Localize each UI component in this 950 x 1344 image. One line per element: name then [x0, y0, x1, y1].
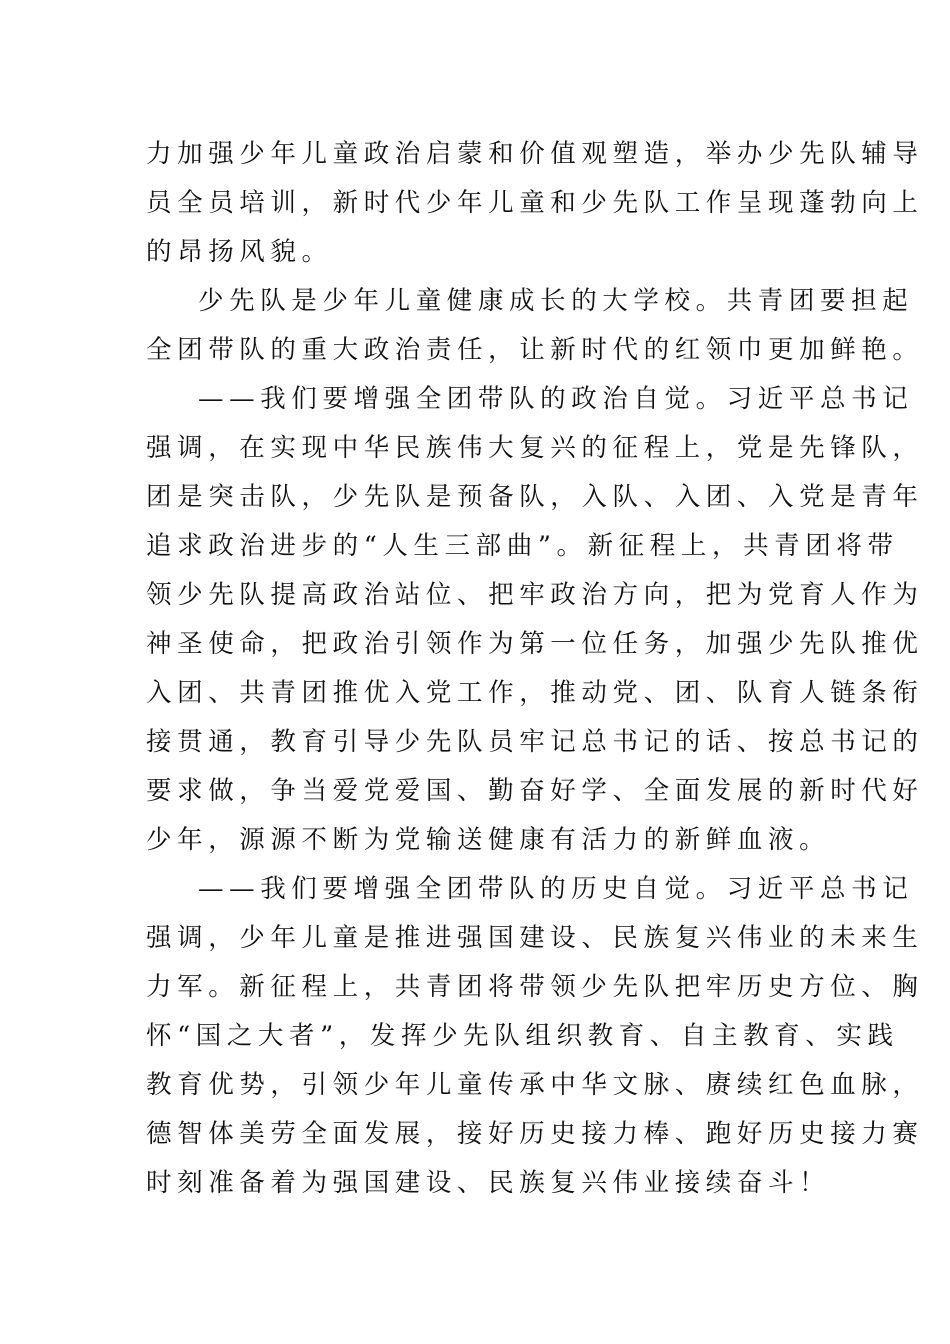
text-line: 追求政治进步的“人生三部曲”。新征程上，共青团将带: [146, 531, 899, 561]
text-line: 德智体美劳全面发展，接好历史接力棒、跑好历史接力赛: [146, 1119, 924, 1149]
document-body: [146, 130, 924, 1208]
paragraph-2: [146, 277, 924, 375]
text-line: 力军。新征程上，共青团将带领少先队把牢历史方位、胸: [146, 972, 924, 1002]
text-line: 教育优势，引领少年儿童传承中华文脉、赓续红色血脉，: [146, 1070, 924, 1100]
text-line: 全团带队的重大政治责任，让新时代的红领巾更加鲜艳。: [146, 335, 924, 365]
paragraph-4: [146, 865, 924, 1208]
text-line: 怀“国之大者”，发挥少先队组织教育、自主教育、实践: [146, 1021, 899, 1051]
text-line: 领少先队提高政治站位、把牢政治方向，把为党育人作为: [146, 580, 924, 610]
text-line: 接贯通，教育引导少先队员牢记总书记的话、按总书记的: [146, 727, 924, 757]
text-line: 团是突击队，少先队是预备队，入队、入团、入党是青年: [146, 482, 924, 512]
text-line: 强调，少年儿童是推进强国建设、民族复兴伟业的未来生: [146, 923, 924, 953]
paragraph-1: [146, 130, 924, 277]
text-line: 少年，源源不断为党输送健康有活力的新鲜血液。: [146, 825, 831, 855]
text-line: 力加强少年儿童政治启蒙和价值观塑造，举办少先队辅导: [146, 139, 924, 169]
text-line: 入团、共青团推优入党工作，推动党、团、队育人链条衔: [146, 678, 924, 708]
text-line: 时刻准备着为强国建设、民族复兴伟业接续奋斗！: [146, 1168, 831, 1198]
text-line: ——我们要增强全团带队的历史自觉。习近平总书记: [198, 874, 914, 904]
text-line: ——我们要增强全团带队的政治自觉。习近平总书记: [198, 384, 914, 414]
text-line: 强调，在实现中华民族伟大复兴的征程上，党是先锋队，: [146, 433, 924, 463]
text-line: 员全员培训，新时代少年儿童和少先队工作呈现蓬勃向上: [146, 188, 924, 218]
text-line: 的昂扬风貌。: [146, 237, 333, 267]
text-line: 少先队是少年儿童健康成长的大学校。共青团要担起: [198, 286, 914, 316]
paragraph-3: [146, 375, 924, 865]
text-line: 要求做，争当爱党爱国、勤奋好学、全面发展的新时代好: [146, 776, 924, 806]
text-line: 神圣使命，把政治引领作为第一位任务，加强少先队推优: [146, 629, 924, 659]
